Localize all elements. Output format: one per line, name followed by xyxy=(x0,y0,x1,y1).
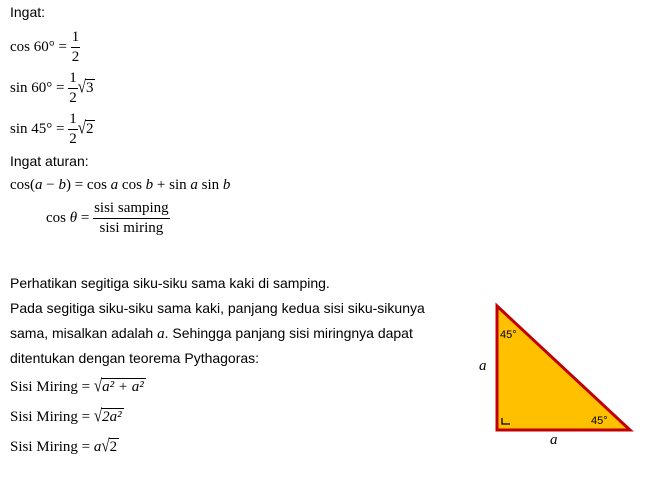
paragraph-line-1: Perhatikan segitiga siku-siku sama kaki di samping. xyxy=(10,275,330,291)
para3-var: a xyxy=(157,326,165,342)
para3-a: sama, misalkan adalah xyxy=(10,325,158,341)
paragraph-line-3 xyxy=(10,325,413,343)
sin60-identity xyxy=(10,71,95,106)
ingat-label: Ingat: xyxy=(10,4,46,20)
costheta-lhs: cos xyxy=(46,209,70,226)
costheta-theta: θ xyxy=(69,209,78,226)
side-left-label: a xyxy=(479,358,487,374)
cos60-den: 2 xyxy=(71,49,80,65)
triangle-svg xyxy=(470,296,650,456)
cos-theta-formula xyxy=(46,201,170,236)
para3-b: . Sehingga panjang sisi miringnya dapat xyxy=(164,325,413,341)
sqrt-icon: √ xyxy=(93,377,103,397)
angle-top-label: 45° xyxy=(500,329,517,341)
cosd-a3: a xyxy=(190,177,198,193)
eq2-inner: 2a² xyxy=(102,409,122,425)
cosd-b3: b xyxy=(222,177,231,193)
costheta-den: sisi miring xyxy=(99,220,164,236)
cos60-num: 1 xyxy=(71,30,81,48)
sqrt-icon: √ xyxy=(101,437,110,457)
sqrt-icon: √ xyxy=(77,119,86,139)
sin45-root: 2 xyxy=(85,120,94,137)
triangle-shape xyxy=(497,306,630,430)
eq1-inner: a² + a² xyxy=(102,379,144,395)
sin60-fraction xyxy=(68,71,78,106)
cosd-eq: ) = cos xyxy=(65,177,111,193)
paragraph-line-2: Pada segitiga siku-siku sama kaki, panjang kedua sisi siku-sikunya xyxy=(10,300,425,316)
ingat-aturan-label: Ingat aturan: xyxy=(10,153,89,169)
sin60-den: 2 xyxy=(69,90,77,106)
angle-right-label: 45° xyxy=(591,415,608,427)
sin60-root: 3 xyxy=(85,79,94,96)
cosd-plus: + sin xyxy=(153,177,191,193)
cos60-identity xyxy=(10,30,80,65)
cosd-b: b xyxy=(58,177,66,193)
pythagoras-step-1 xyxy=(10,378,146,396)
eq2-lhs: Sisi Miring = xyxy=(10,409,94,425)
eq3-root: 2 xyxy=(109,439,118,455)
cos-difference-formula xyxy=(10,177,230,194)
sin45-num: 1 xyxy=(68,112,78,130)
sqrt-icon: √ xyxy=(77,78,86,98)
costheta-fraction xyxy=(93,201,170,236)
cosd-a2: a xyxy=(110,177,119,193)
cos60-fraction xyxy=(71,30,81,65)
cosd-a: a xyxy=(35,177,43,193)
paragraph-line-4: ditentukan dengan teorema Pythagoras: xyxy=(10,350,260,366)
cosd-cos: cos xyxy=(118,177,146,193)
sin45-den: 2 xyxy=(69,131,77,147)
pythagoras-step-2 xyxy=(10,408,124,426)
eq3-lhs: Sisi Miring = xyxy=(10,439,94,455)
sqrt-icon: √ xyxy=(93,407,103,427)
right-isosceles-triangle-diagram xyxy=(470,296,650,456)
costheta-eq: = xyxy=(77,209,90,226)
pythagoras-step-3 xyxy=(10,438,119,456)
sin60-lhs: sin 60° = xyxy=(10,79,65,96)
eq3-coef: a xyxy=(93,439,102,455)
eq1-lhs: Sisi Miring = xyxy=(10,379,94,395)
sin45-lhs: sin 45° = xyxy=(10,120,65,137)
cosd-sin: sin xyxy=(197,177,223,193)
side-bottom-label: a xyxy=(550,432,558,448)
sin60-num: 1 xyxy=(68,71,78,89)
cos60-lhs: cos 60° = xyxy=(10,38,67,55)
cosd-b2: b xyxy=(145,177,154,193)
costheta-num: sisi samping xyxy=(93,201,170,219)
sin45-fraction xyxy=(68,112,78,147)
sin45-identity xyxy=(10,112,95,147)
cosd-minus: − xyxy=(42,177,59,193)
cosd-lhs: cos( xyxy=(10,177,35,193)
